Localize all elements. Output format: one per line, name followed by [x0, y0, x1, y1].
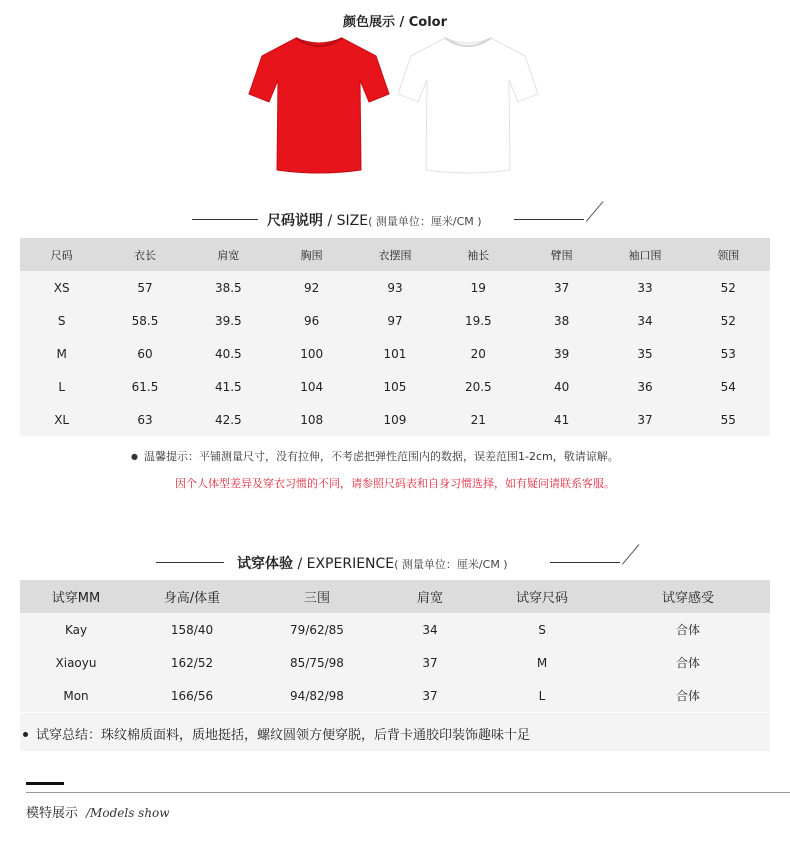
- table-cell: 92: [304, 280, 320, 295]
- table-cell: 104: [300, 379, 324, 394]
- table-cell: 57: [137, 280, 153, 295]
- table-cell: 101: [383, 346, 407, 361]
- models-title: 模特展示: [26, 806, 79, 821]
- table-cell: M: [56, 346, 67, 361]
- table-cell: Xiaoyu: [55, 655, 97, 670]
- table-cell: 20: [470, 346, 486, 361]
- column-header: 尺码: [20, 238, 103, 271]
- table-cell: 52: [720, 313, 736, 328]
- column-header: 衣摆围: [353, 238, 436, 271]
- color-section-title: 颜色展示 / Color: [342, 15, 448, 30]
- table-cell: 109: [383, 412, 407, 427]
- table-cell: 41: [553, 412, 570, 427]
- models-section-accent-bar: [26, 782, 64, 785]
- models-subtitle: /Models show: [86, 806, 170, 820]
- table-cell: 52: [720, 280, 736, 295]
- column-header: 领围: [687, 238, 770, 271]
- white-tshirt-image: [397, 34, 539, 176]
- column-header: 身高/体重: [132, 580, 252, 613]
- experience-summary: [20, 713, 770, 751]
- bullet-dot: [23, 732, 28, 737]
- table-cell: 合体: [675, 656, 700, 670]
- column-header: 试穿感受: [606, 580, 770, 613]
- table-cell: 55: [720, 412, 736, 427]
- table-cell: 58.5: [131, 313, 159, 328]
- size-section-header: [0, 205, 790, 235]
- size-unit: ( 测量单位：厘米/CM ): [368, 215, 482, 228]
- column-header: 胸围: [270, 238, 353, 271]
- column-header: 衣长: [103, 238, 186, 271]
- table-cell: L: [58, 379, 65, 394]
- table-cell: M: [536, 655, 548, 670]
- table-cell: 合体: [675, 623, 700, 637]
- white-tshirt-shape: [398, 38, 538, 173]
- red-tshirt-shape: [249, 38, 389, 173]
- table-row: [20, 337, 770, 370]
- experience-table-header-row: [20, 580, 770, 613]
- red-tshirt-image: [248, 34, 390, 176]
- size-title: 尺码说明: [267, 213, 323, 229]
- table-cell: 61.5: [131, 379, 159, 394]
- table-cell: 40: [553, 379, 570, 394]
- table-cell: 79/62/85: [290, 622, 344, 637]
- table-cell: 158/40: [170, 622, 214, 637]
- column-header: 三围: [252, 580, 382, 613]
- table-row: [20, 646, 770, 679]
- table-cell: 162/52: [170, 655, 214, 670]
- table-cell: 37: [422, 688, 438, 703]
- table-cell: 97: [387, 313, 403, 328]
- experience-summary-text: 试穿总结：珠纹棉质面料，质地挺括，螺纹圆领方便穿脱，后背卡通胶印装饰趣味十足: [36, 728, 531, 743]
- column-header: 臂围: [520, 238, 603, 271]
- table-cell: 36: [637, 379, 653, 394]
- table-cell: 19.5: [464, 313, 492, 328]
- table-cell: Kay: [64, 622, 88, 637]
- column-header: 袖口围: [603, 238, 686, 271]
- table-cell: XS: [53, 280, 70, 295]
- table-row: [20, 403, 770, 436]
- table-cell: 39.5: [214, 313, 242, 328]
- size-table-header-row: [20, 238, 770, 271]
- models-section-title: [26, 802, 170, 821]
- experience-title: 试穿体验: [237, 556, 293, 572]
- table-cell: 33: [637, 280, 653, 295]
- table-cell: 94/82/98: [290, 688, 344, 703]
- table-cell: 96: [304, 313, 320, 328]
- column-header: 袖长: [437, 238, 520, 271]
- experience-section-header: [0, 548, 790, 578]
- models-section-divider: [26, 792, 790, 793]
- table-cell: 41.5: [214, 379, 242, 394]
- column-header: 肩宽: [187, 238, 270, 271]
- table-cell: L: [538, 688, 546, 703]
- table-cell: 37: [637, 412, 653, 427]
- table-cell: 166/56: [170, 688, 214, 703]
- table-cell: 合体: [675, 689, 700, 703]
- table-cell: 37: [422, 655, 438, 670]
- table-cell: S: [57, 313, 66, 328]
- size-note: ● 温馨提示：平铺测量尺寸，没有拉伸，不考虑把弹性范围内的数据，误差范围1-2cm，敬请谅解。: [131, 450, 619, 463]
- experience-table: [20, 580, 770, 712]
- table-cell: XL: [54, 412, 70, 427]
- table-cell: 105: [383, 379, 407, 394]
- table-cell: 85/75/98: [290, 655, 344, 670]
- table-cell: Mon: [63, 688, 89, 703]
- table-cell: 53: [720, 346, 736, 361]
- size-note-red: 因个人体型差异及穿衣习惯的不同，请参照尺码表和自身习惯选择，如有疑问请联系客服。: [175, 477, 615, 490]
- column-header: 肩宽: [382, 580, 478, 613]
- size-subtitle: / SIZE: [323, 213, 369, 229]
- table-row: [20, 370, 770, 403]
- table-row: [20, 613, 770, 646]
- table-cell: 20.5: [464, 379, 492, 394]
- table-cell: 93: [387, 280, 403, 295]
- table-cell: 63: [137, 412, 153, 427]
- table-cell: 21: [470, 412, 486, 427]
- size-note-text: 温馨提示：平铺测量尺寸，没有拉伸，不考虑把弹性范围内的数据，误差范围1-2cm，敬请谅解。: [143, 450, 619, 463]
- table-cell: 60: [137, 346, 153, 361]
- table-cell: 38: [553, 313, 570, 328]
- table-cell: 34: [422, 622, 438, 637]
- table-cell: 100: [300, 346, 324, 361]
- table-cell: 38.5: [214, 280, 242, 295]
- table-cell: 37: [553, 280, 570, 295]
- table-cell: 39: [553, 346, 570, 361]
- table-row: [20, 679, 770, 712]
- experience-subtitle: / EXPERIENCE: [293, 556, 395, 572]
- table-cell: 19: [470, 280, 486, 295]
- table-cell: S: [538, 622, 546, 637]
- size-chart-table: [20, 238, 770, 436]
- table-cell: 34: [637, 313, 653, 328]
- table-row: [20, 304, 770, 337]
- column-header: 试穿尺码: [478, 580, 606, 613]
- table-row: [20, 271, 770, 304]
- table-cell: 108: [300, 412, 324, 427]
- table-cell: 35: [637, 346, 653, 361]
- table-cell: 54: [720, 379, 736, 394]
- column-header: 试穿MM: [20, 580, 132, 613]
- table-cell: 40.5: [214, 346, 242, 361]
- table-cell: 42.5: [214, 412, 242, 427]
- experience-unit: ( 测量单位：厘米/CM ): [394, 558, 508, 571]
